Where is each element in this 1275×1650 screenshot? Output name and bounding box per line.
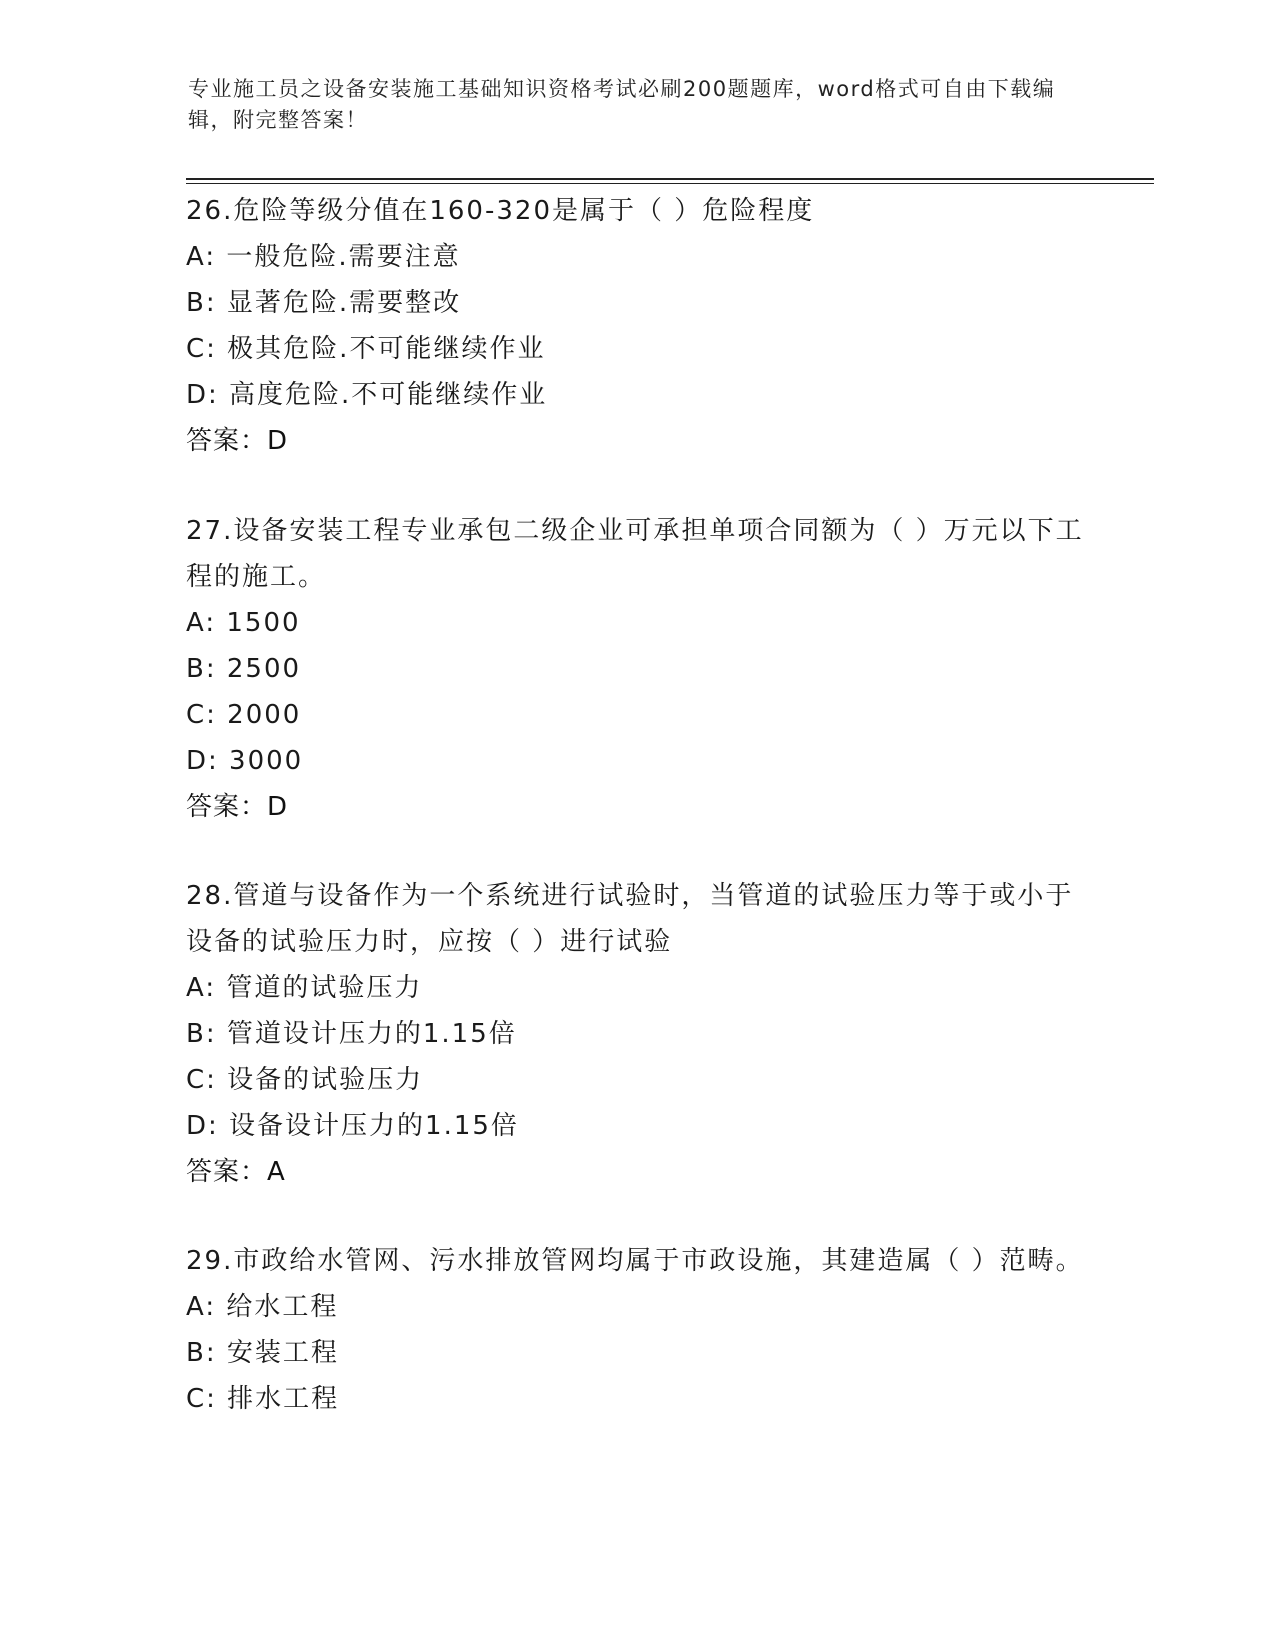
- option-d: D: 设备设计压力的1.15倍: [186, 1111, 519, 1141]
- answer: 答案：A: [186, 1157, 286, 1187]
- option-a: A: 1500: [186, 608, 301, 638]
- question-stem: 29.市政给水管网、污水排放管网均属于市政设施，其建造属（ ）范畴。: [186, 1246, 1084, 1276]
- option-d: D: 高度危险.不可能继续作业: [186, 380, 548, 410]
- answer: 答案：D: [186, 792, 289, 822]
- document-header: 专业施工员之设备安装施工基础知识资格考试必刷200题题库，word格式可自由下载编辑，附完整答案！: [188, 77, 1056, 132]
- question-stem: 26.危险等级分值在160-320是属于（ ）危险程度: [186, 196, 815, 226]
- option-c: C: 2000: [186, 700, 302, 730]
- option-a: A: 一般危险.需要注意: [186, 242, 461, 272]
- option-b: B: 2500: [186, 654, 302, 684]
- option-d: D: 3000: [186, 746, 304, 776]
- question-27: [186, 508, 1086, 830]
- option-b: B: 管道设计压力的1.15倍: [186, 1019, 517, 1049]
- option-b: B: 显著危险.需要整改: [186, 288, 462, 318]
- header-rule-thick: [186, 178, 1154, 180]
- option-b: B: 安装工程: [186, 1338, 339, 1368]
- option-c: C: 设备的试验压力: [186, 1065, 424, 1095]
- option-a: A: 管道的试验压力: [186, 973, 423, 1003]
- option-a: A: 给水工程: [186, 1292, 339, 1322]
- answer: 答案：D: [186, 426, 289, 456]
- question-29: [186, 1238, 1086, 1422]
- header-rule-thin: [186, 183, 1154, 184]
- option-c: C: 极其危险.不可能继续作业: [186, 334, 546, 364]
- question-stem: 28.管道与设备作为一个系统进行试验时，当管道的试验压力等于或小于设备的试验压力时，应按（ ）进行试验: [186, 881, 1074, 957]
- option-c: C: 排水工程: [186, 1384, 340, 1414]
- question-stem: 27.设备安装工程专业承包二级企业可承担单项合同额为（ ）万元以下工程的施工。: [186, 516, 1084, 592]
- question-28: [186, 873, 1086, 1195]
- question-26: [186, 188, 1086, 464]
